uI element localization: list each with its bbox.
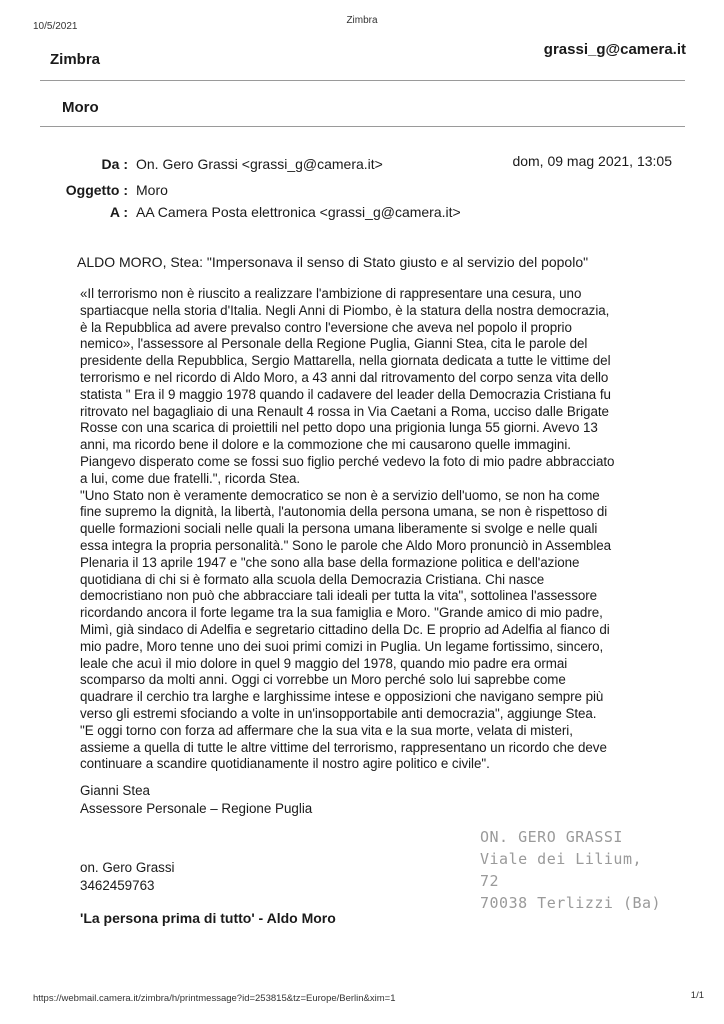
contact-phone: 3462459763 xyxy=(80,878,155,893)
account-email: grassi_g@camera.it xyxy=(543,41,686,58)
message-headline: ALDO MORO, Stea: "Impersonava il senso di Stato giusto e al servizio del popolo" xyxy=(77,254,589,270)
from-label: Da : xyxy=(101,156,128,172)
stamp-line-street: Viale dei Lilium, 72 xyxy=(480,850,643,890)
print-title: Zimbra xyxy=(346,15,378,26)
sent-date: dom, 09 mag 2021, 13:05 xyxy=(512,153,672,169)
address-stamp xyxy=(480,826,670,914)
to-label: A : xyxy=(109,204,128,220)
contact-name: on. Gero Grassi xyxy=(80,860,175,875)
print-date: 10/5/2021 xyxy=(33,21,78,32)
print-url: https://webmail.camera.it/zimbra/h/printmessage?id=253815&tz=Europe/Berlin&xim=1 xyxy=(33,993,396,1004)
motto: 'La persona prima di tutto' - Aldo Moro xyxy=(80,910,336,926)
app-name: Zimbra xyxy=(50,51,101,68)
to-value: AA Camera Posta elettronica <grassi_g@camera.it> xyxy=(136,204,461,220)
from-value: On. Gero Grassi <grassi_g@camera.it> xyxy=(136,156,383,172)
message-body: «Il terrorismo non è riuscito a realizzare l'ambizione di rappresentare una cesura, uno spartiacque nella storia d'Italia. Negli Anni di Piombo, è la statura della nostra democrazia, è la Repubblica ad avere prevalso contro l'eversione che aveva nel popolo il proprio nemico», l'assessore al Personale della Regione Puglia, Gianni Stea, cita le parole del presidente della Repubblica, Sergio Mattarella, nella giornata dedicata a tutte le vittime del terrorismo e nel ricordo di Aldo Moro, a 43 anni dal ritrovamento del corpo senza vita dello statista " Era il 9 maggio 1978 quando il cadavere del leader della Democrazia Cristiana fu ritrovato nel bagagliaio di una Renault 4 rossa in Via Caetani a Roma, ucciso dalle Brigate Rosse con una scarica di proiettili nel petto dopo una prigionia lunga 55 giorni. Avevo 13 anni, ma ricordo bene il dolore e la commozione che mi causarono quelle immagini. Piangevo disperato come se fossi suo figlio perché vedevo la foto di mio padre abbracciato a lui, come due fratelli.", ricorda Stea. "Uno Stato non è veramente democratico se non è a servizio dell'uomo, se non ha come fine supremo la dignità, la libertà, l'autonomia della persona umana, se non è rispettoso di quelle formazioni sociali nelle quali la persona umana liberamente si svolge e nelle quali essa integra la propria personalità." Sono le parole che Aldo Moro pronunciò in Assemblea Plenaria il 13 aprile 1947 e "che sono alla base della formazione politica e dell'azione quotidiana di chi si è formato alla scuola della Democrazia Cristiana. Chi nasce democristiano non può che abbracciare tali ideali per tutta la vita", sottolinea l'assessore ricordando ancora il forte legame tra la sua famiglia e Moro. "Grande amico di mio padre, Mimì, già sindaco di Adelfia e segretario cittadino della Dc. E proprio ad Adelfia al fianco di mio padre, Moro tenne uno dei suoi primi comizi in Puglia. Un legame fortissimo, sincero, leale che acuì il mio dolore in quel 9 maggio del 1978, quando mio padre era ormai scomparso da molti anni. Oggi ci vorrebbe un Moro perché solo lui saprebbe come quadrare il cerchio tra larghe e larghissime intese e opposizioni che navigano sempre più verso gli estremi sfociando a volte in un'insopportabile anti democrazia", aggiunge Stea. "E oggi torno con forza ad affermare che la sua vita e la sua morte, velata di misteri, assieme a quella di tutte le altre vittime del terrorismo, rappresentano un ricordo che deve continuare a scandire quotidianamente il nostro agire politico e civile". xyxy=(80,286,615,772)
signature-name: Gianni Stea xyxy=(80,783,150,798)
signature-role: Assessore Personale – Regione Puglia xyxy=(80,801,313,816)
subject-label: Oggetto : xyxy=(65,182,128,198)
page-number: 1/1 xyxy=(690,990,704,1001)
subject-value: Moro xyxy=(136,182,168,198)
stamp-line-name: ON. GERO GRASSI xyxy=(480,828,623,846)
subject-divider xyxy=(40,126,685,127)
header-divider xyxy=(40,80,685,81)
stamp-line-city: 70038 Terlizzi (Ba) xyxy=(480,894,662,912)
subject-heading: Moro xyxy=(62,99,99,116)
